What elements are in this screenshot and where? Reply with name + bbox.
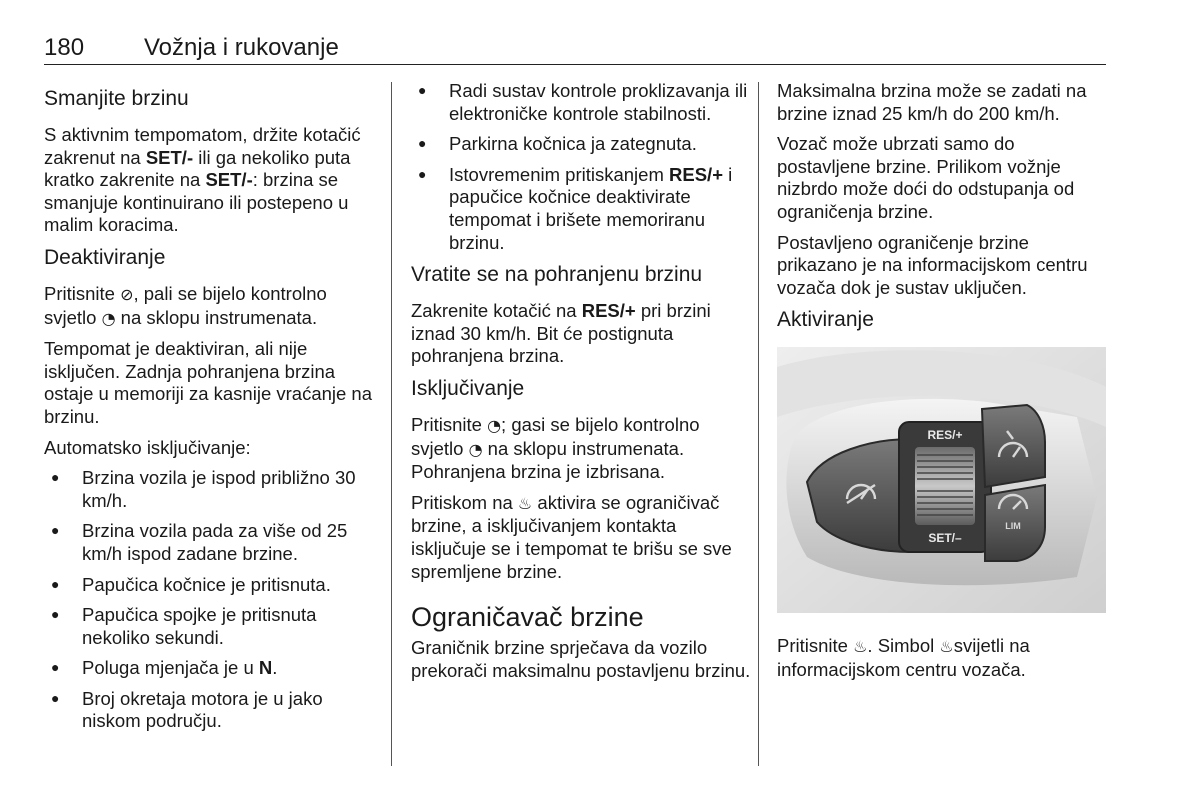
list-item: ● Brzina vozila je ispod približno 30 km/h. xyxy=(44,467,379,512)
paragraph-deactivated-memory: Tempomat je deaktiviran, ali nije isključen. Zadnja pohranjena brzina ostaje u memoriji za kasnije vraćanje na brzinu. xyxy=(44,338,373,427)
list-item: ● Papučica kočnice je pritisnuta. xyxy=(44,574,379,597)
paragraph-limit-shown: Postavljeno ograničenje brzine prikazano je na informacijskom centru vozača dok je sustav uključen. xyxy=(777,231,1088,298)
list-item: ● Papučica spojke je pritisnuta nekoliko sekundi. xyxy=(44,604,379,649)
res-label: RES/+ xyxy=(927,428,963,443)
auto-off-list xyxy=(44,467,379,733)
page-header xyxy=(44,34,1106,65)
cruise-control-lamp-icon: ◔ xyxy=(468,439,483,459)
column-divider-1 xyxy=(391,82,392,766)
list-item: ● Poluga mjenjača je u N. xyxy=(44,657,379,680)
heading-return-to-stored-speed: Vratite se na pohranjenu brzinu xyxy=(411,263,703,287)
set-label: SET/– xyxy=(928,531,962,546)
speed-limiter-icon: ♨ xyxy=(853,636,868,656)
heading-reduce-speed: Smanjite brzinu xyxy=(44,87,189,110)
heading-speed-limiter: Ograničavač brzine xyxy=(411,602,644,633)
list-item: ● Radi sustav kontrole proklizavanja ili elektroničke kontrole stabilnosti. xyxy=(411,80,751,125)
cruise-cancel-icon: ⊘ xyxy=(120,284,134,304)
paragraph-speed-limiter: Graničnik brzine sprječava da vozilo prekorači maksimalnu postavljenu brzinu. xyxy=(411,637,751,681)
auto-off-list-continued xyxy=(411,80,751,254)
lim-label: LIM xyxy=(1005,521,1021,532)
paragraph-return: Zakrenite kotačić na RES/+ pri brzini iznad 30 km/h. Bit će postignuta pohranjena brzina. xyxy=(411,300,711,367)
paragraph-acceleration: Vozač može ubrzati samo do postavljene brzine. Prilikom vožnje nizbrdo može doći do odstupanja od ograničenja brzine. xyxy=(777,133,1075,222)
resume-cruise-button[interactable] xyxy=(982,405,1045,487)
heading-switch-off: Isključivanje xyxy=(411,376,525,400)
cruise-control-lamp-icon: ◔ xyxy=(101,308,116,328)
chapter-title: Vožnja i rukovanje xyxy=(144,34,339,61)
column-divider-2 xyxy=(758,82,759,766)
cruise-control-lamp-icon: ◔ xyxy=(487,415,502,435)
speed-limiter-icon: ♨ xyxy=(517,493,533,513)
paragraph-activation: Pritisnite ♨. Simbol ♨svijetli na informacijskom centru vozača. xyxy=(777,634,1030,680)
paragraph-deactivation: Pritisnite ⊘, pali se bijelo kontrolno svjetlo ◔ na sklopu instrumenata. xyxy=(44,282,327,328)
column-3 xyxy=(777,80,1107,689)
steering-wheel-controls-figure xyxy=(777,347,1106,613)
list-item: ● Broj okretaja motora je u jako niskom području. xyxy=(44,688,379,733)
paragraph-switch-off: Pritisnite ◔; gasi se bijelo kontrolno svjetlo ◔ na sklopu instrumenata. Pohranjena brzina je izbrisana. xyxy=(411,413,700,483)
list-item: ● Istovremenim pritiskanjem RES/+ i papučice kočnice deaktivirate tempomat i brišete memoriranu brzinu. xyxy=(411,164,751,254)
paragraph-limiter-press: Pritiskom na ♨ aktivira se ograničivač brzine, a isključivanjem kontakta isključuje se i tempomat te brišu se sve spremljene brzine. xyxy=(411,491,732,582)
list-item: ● Brzina vozila pada za više od 25 km/h ispod zadane brzine. xyxy=(44,520,379,565)
speed-limiter-icon: ♨ xyxy=(939,636,954,656)
thumbwheel[interactable] xyxy=(915,447,975,525)
page-number: 180 xyxy=(44,34,85,61)
paragraph-auto-off: Automatsko isključivanje: xyxy=(44,436,251,458)
column-2 xyxy=(411,80,751,690)
heading-activation: Aktiviranje xyxy=(777,308,874,332)
heading-deactivation: Deaktiviranje xyxy=(44,245,166,269)
column-1 xyxy=(44,80,379,741)
list-item: ● Parkirna kočnica ja zategnuta. xyxy=(411,133,751,156)
paragraph-reduce-speed: S aktivnim tempomatom, držite kotačić zakrenut na SET/- ili ga nekoliko puta kratko zakrenite na SET/-: brzina se smanjuje kontinuirano ili postepeno u malim koracima. xyxy=(44,124,361,236)
paragraph-max-speed: Maksimalna brzina može se zadati na brzine iznad 25 km/h do 200 km/h. xyxy=(777,80,1087,124)
